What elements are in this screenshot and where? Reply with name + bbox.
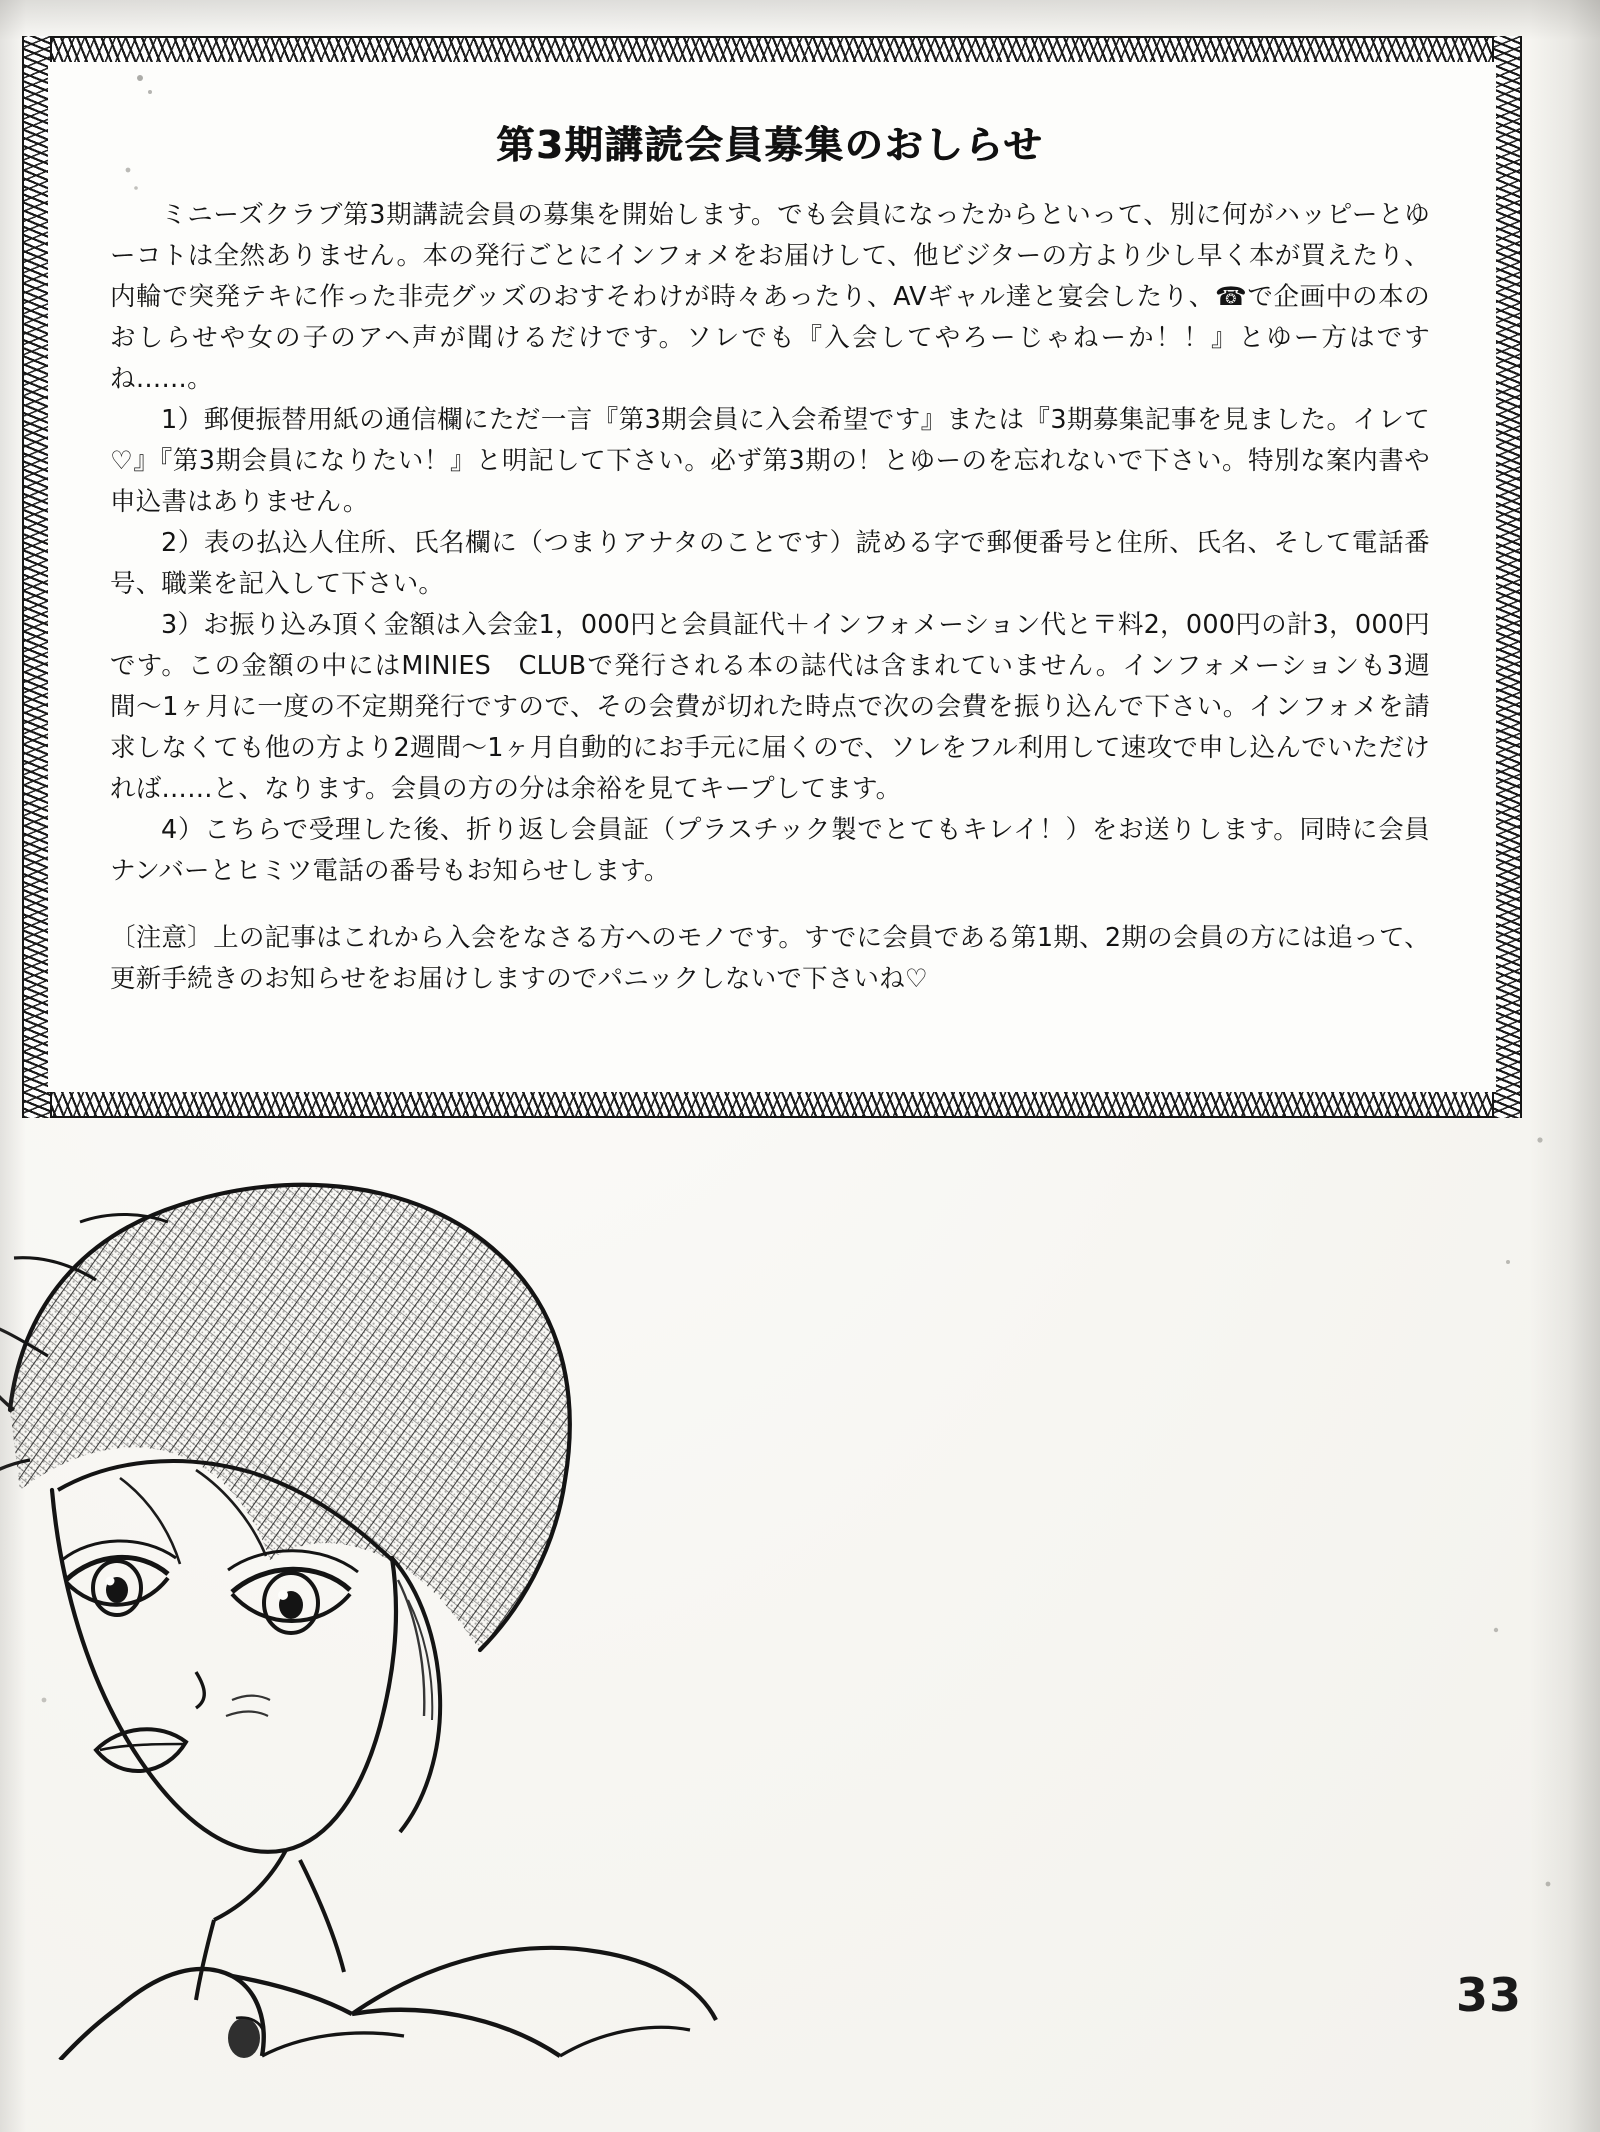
notice-paragraph-3: 2）表の払込人住所、氏名欄に（つまりアナタのことです）読める字で郵便番号と住所、氏名、そして電話番号、職業を記入して下さい。 [110,528,1430,599]
shirt-collar [60,1969,560,2060]
frame-border-bottom [22,1088,1522,1118]
notice-paragraph-2: 1）郵便振替用紙の通信欄にただ一言『第3期会員に入会希望です』または『3期募集記事を見ました。イレて♡』『第3期会員になりたい！』と明記して下さい。必ず第3期の！とゆーのを忘れないで下さい。特別な案内書や申込書はありません。 [110,405,1430,517]
left-eye [62,1541,176,1615]
manga-girl-icon [0,1160,1000,2060]
right-eye [228,1551,358,1633]
notice-paragraph-5: 4）こちらで受理した後、折り返し会員証（プラスチック製でとてもキレイ！）をお送りします。同時に会員ナンバーとヒミツ電話の番号もお知らせします。 [110,815,1430,886]
scan-shadow-top [0,0,1600,40]
nose [196,1672,204,1708]
hair-shading [0,1160,1000,2060]
scan-shadow-right [1530,0,1600,2132]
notice-paragraph-4: 3）お振り込み頂く金額は入会金1，000円と会員証代＋インフォメーション代と〒料2，000円の計3，000円です。この金額の中にはMINIES CLUBで発行される本の誌代は含まれていません。インフォメーションも3週間〜1ヶ月に一度の不定期発行ですので、その会費が切れた時点で次の会費を振り込んで下さい。インフォメを請求しなくても他の方より2週間〜1ヶ月自動的にお手元に届くので、ソレをフル利用して速攻で申し込んでいただければ……と、なります。会員の方の分は余裕を見てキープしてます。 [110,610,1430,804]
notice-content [48,62,1496,1092]
notice-paragraph-1: ミニーズクラブ第3期講読会員の募集を開始します。でも会員になったからといって、別に何がハッピーとゆーコトは全然ありません。本の発行ごとにインフォメをお届けして、他ビジターの方より少し早く本が買えたり、内輪で突発テキに作った非売グッズのおすそわけが時々あったり、AVギャル達と宴会したり、☎で企画中の本のおしらせや女の子のアヘ声が聞けるだけです。ソレでも『入会してやろーじゃねーか！！』とゆー方はですね……。 [110,200,1430,394]
notice-box [22,36,1522,1118]
page-number: 33 [1455,1968,1522,2022]
frame-border-right [1492,36,1522,1118]
notice-note: 〔注意〕上の記事はこれから入会をなさる方へのモノです。すでに会員である第1期、2期の会員の方には追って、更新手続きのお知らせをお届けしますのでパニックしないで下さいね♡ [110,923,1430,994]
notice-body [110,195,1430,1000]
collar-knot [228,2018,260,2058]
notice-title: 第3期講読会員募集のおしらせ [496,123,1044,167]
illustration-manga-girl [0,1160,1000,2060]
